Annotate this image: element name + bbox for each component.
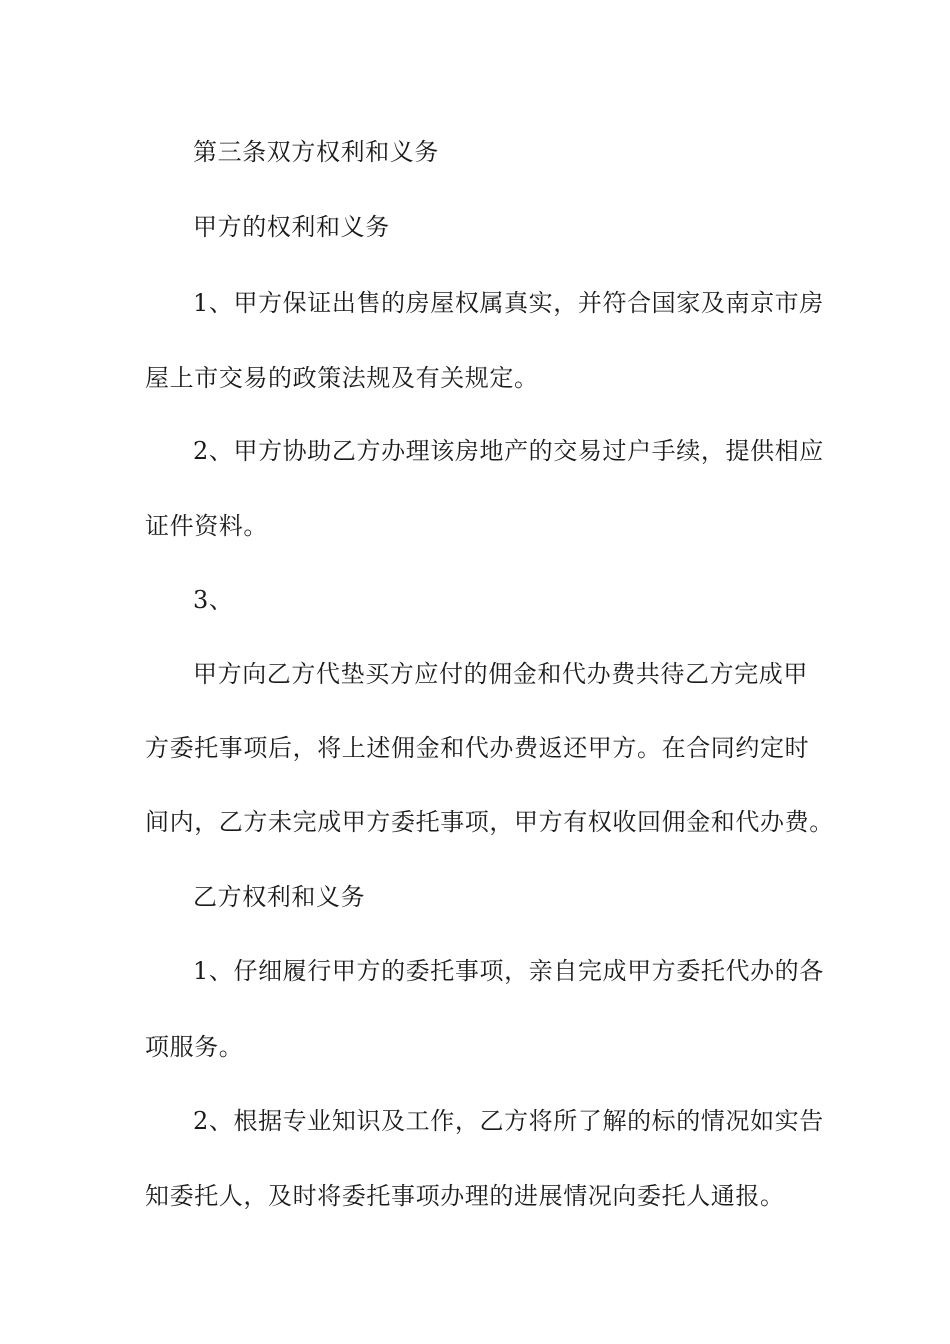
paragraph-line: 2、根据专业知识及工作，乙方将所了解的标的情况如实告 xyxy=(193,1107,824,1135)
subheading-party-b: 乙方权利和义务 xyxy=(193,883,366,911)
paragraph-line: 知委托人，及时将委托事项办理的进展情况向委托人通报。 xyxy=(145,1182,785,1210)
paragraph-line: 1、仔细履行甲方的委托事项，亲自完成甲方委托代办的各 xyxy=(193,957,824,985)
paragraph-line: 屋上市交易的政策法规及有关规定。 xyxy=(145,364,539,392)
subheading-party-a: 甲方的权利和义务 xyxy=(193,213,390,241)
paragraph-line: 3、 xyxy=(193,586,234,614)
section-heading: 第三条双方权利和义务 xyxy=(193,138,439,166)
paragraph-line: 2、甲方协助乙方办理该房地产的交易过户手续，提供相应 xyxy=(193,437,824,465)
paragraph-line: 间内，乙方未完成甲方委托事项，甲方有权收回佣金和代办费。 xyxy=(145,808,834,836)
paragraph-line: 甲方向乙方代垫买方应付的佣金和代办费共待乙方完成甲 xyxy=(193,660,808,688)
paragraph-line: 项服务。 xyxy=(145,1033,244,1061)
paragraph-line: 方委托事项后，将上述佣金和代办费返还甲方。在合同约定时 xyxy=(145,734,810,762)
paragraph-line: 证件资料。 xyxy=(145,512,268,540)
paragraph-line: 1、甲方保证出售的房屋权属真实，并符合国家及南京市房 xyxy=(193,289,824,317)
